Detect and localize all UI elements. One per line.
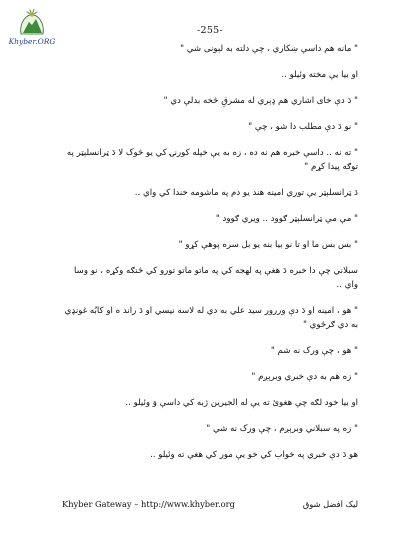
paragraph: سبلاني چې دا خبره دَ هغې په لهجه کي په ماتو ماتو تورو کي څنګه وکړه ، نو وسا واي .. (74, 266, 358, 290)
paragraph: دَ ټرانسلېټر يې توري امينه هند يو دم په ماشومه خندا کي واي .. (134, 188, 358, 198)
paragraph: " بس بس ما او تا نو بيا بنه يو بل سره پوهې کړو " (178, 240, 358, 250)
paragraph: " دَ دې خای اشاري هم ډېري له مشرقِ څخه بدلې دي " (163, 96, 358, 106)
paragraph: " مې مې ټرانسلېټر ګوود .. ويري ګوود " (215, 214, 358, 224)
page-body (62, 42, 358, 474)
logo-text: Khyber.ORG (8, 37, 56, 46)
paragraph: " هو ، چې ورک نه شم " (270, 346, 358, 356)
paragraph: " زه هم به دې خبري وبرېږم " (251, 372, 358, 382)
paragraph: " زه په سبلاني وبرېږم ، چې ورک نه شي " (206, 424, 358, 434)
footer-website: Khyber Gateway – http://www.khyber.org (62, 499, 235, 509)
paragraph: او بيا يې مخته وئيلو .. (281, 70, 358, 80)
page-number: -255- (196, 25, 224, 36)
paragraph: " نو دَ دې مطلب دا شو ، چې " (248, 122, 358, 132)
paragraph: " مانه هم داسې ښکاري ، چې دلته به لېونی شي " (180, 44, 358, 54)
paragraph: " ته نه .. داسې خبره هم نه ده ، زه به يې خپله کورنۍ کي يو څوک لا دَ ټرانسلېټر په توګه پيدا کړم " (66, 148, 358, 172)
paragraph: او بيا خود لګه چې هغوئ ته يې له الجيرين ژبه کي داسې وَ وئيلو .. (125, 398, 358, 408)
paragraph: " هو ، امينه او دَ دې وررور سيد علي به دي له لاسه نيسي او دَ راند ه او کابُه غونډي به دي ګرځوي " (64, 306, 358, 330)
page-footer (62, 499, 358, 513)
paragraph: هو دَ دې خبري په خواب کي خو يې مور کي هغې ته وئيلو .. (150, 450, 358, 460)
footer-author: ليک افضل شوق (302, 499, 358, 509)
